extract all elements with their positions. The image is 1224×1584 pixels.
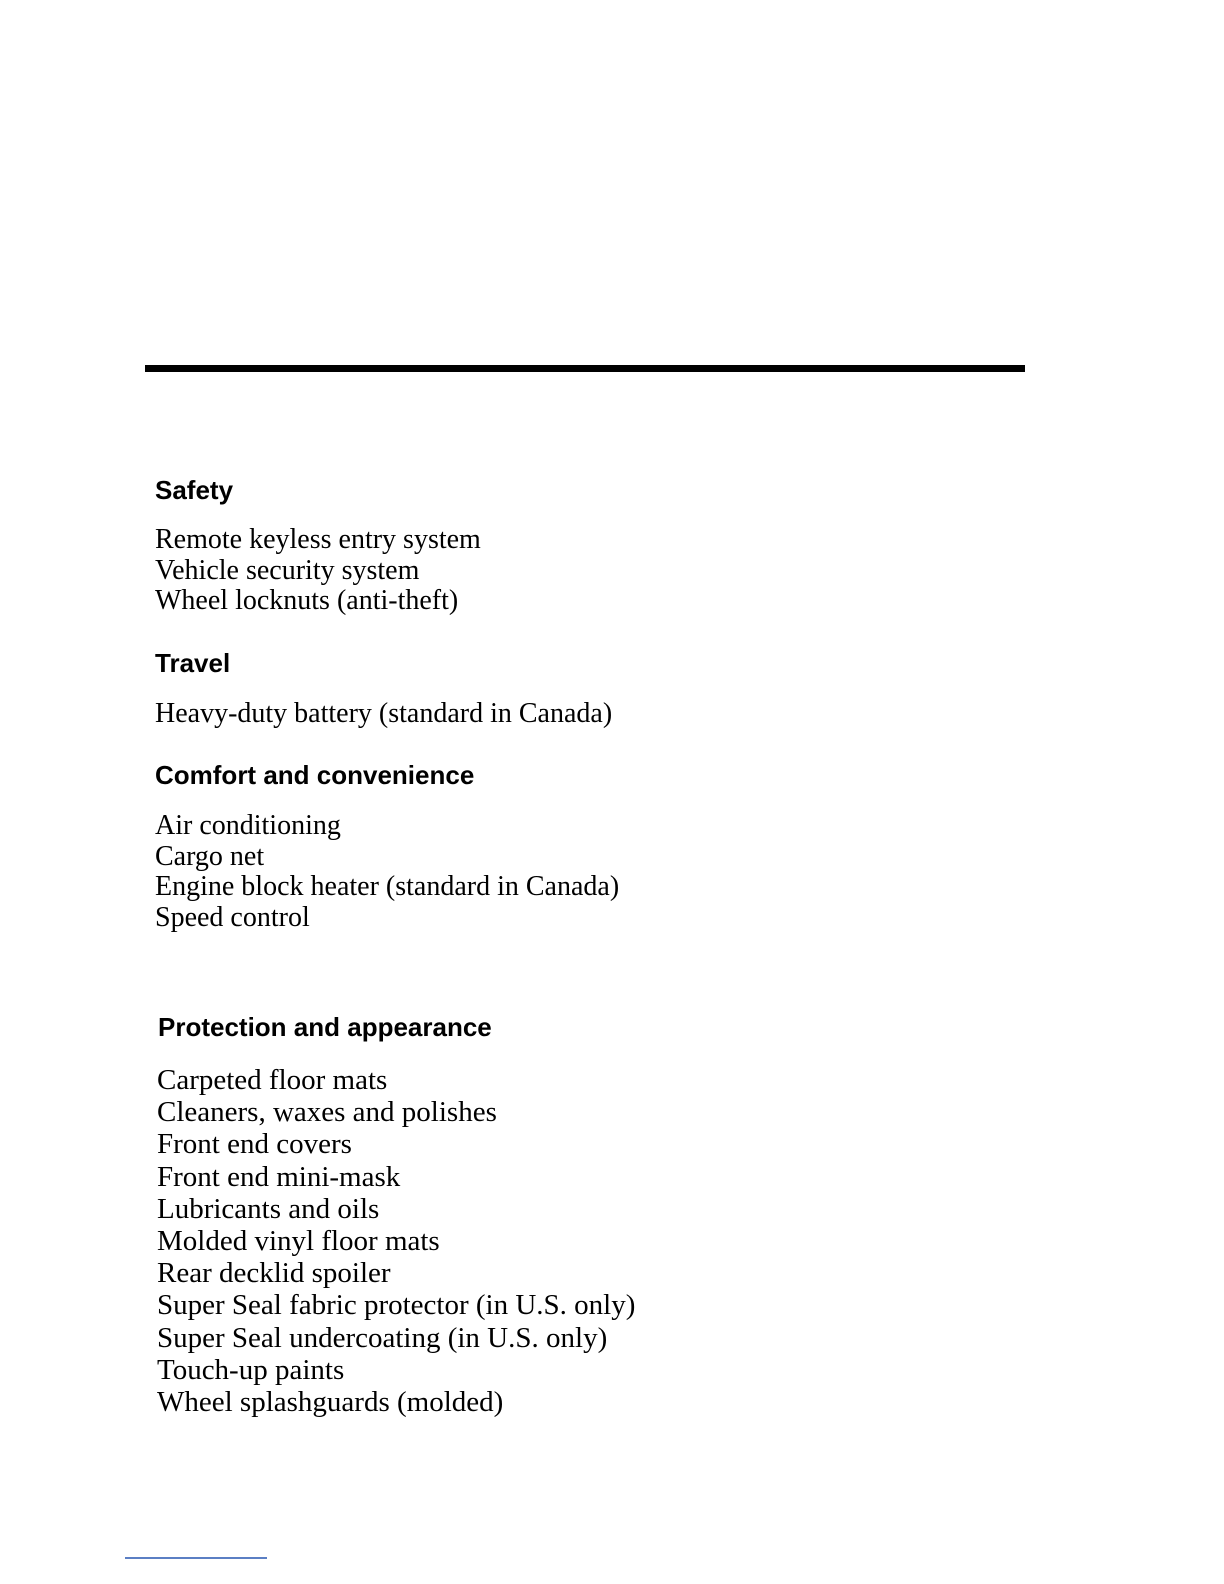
list-item: Vehicle security system	[155, 554, 420, 586]
list-item: Carpeted floor mats	[157, 1064, 388, 1096]
section-heading-safety: Safety	[155, 475, 234, 505]
list-item: Wheel locknuts (anti-theft)	[155, 585, 459, 616]
safety-list	[155, 525, 481, 617]
comfort-and-convenience-list	[155, 811, 619, 933]
list-item: Cleaners, waxes and polishes	[157, 1096, 497, 1129]
list-item: Remote keyless entry system	[155, 524, 481, 555]
list-item: Super Seal undercoating (in U.S. only)	[157, 1321, 608, 1354]
section-heading-travel: Travel	[155, 648, 231, 678]
protection-and-appearance-list	[157, 1064, 635, 1418]
list-item: Lubricants and oils	[157, 1192, 380, 1225]
list-item: Engine block heater (standard in Canada)	[155, 871, 620, 902]
list-item: Front end mini-mask	[157, 1160, 401, 1193]
list-item: Cargo net	[155, 840, 265, 872]
list-item: Touch-up paints	[157, 1353, 345, 1386]
top-horizontal-rule	[145, 365, 1025, 372]
list-item: Speed control	[155, 901, 310, 933]
list-item: Heavy-duty battery (standard in Canada)	[155, 698, 613, 729]
section-heading-comfort-and-convenience: Comfort and convenience	[155, 760, 475, 790]
section-heading-protection-and-appearance: Protection and appearance	[158, 1012, 492, 1042]
list-item: Rear decklid spoiler	[157, 1257, 391, 1290]
list-item: Super Seal fabric protector (in U.S. only)	[157, 1289, 636, 1322]
travel-list	[155, 699, 612, 730]
list-item: Wheel splashguards (molded)	[157, 1386, 504, 1419]
list-item: Air conditioning	[155, 810, 341, 841]
bottom-link-underline	[125, 1557, 267, 1559]
list-item: Molded vinyl floor mats	[157, 1225, 440, 1258]
list-item: Front end covers	[157, 1128, 352, 1161]
